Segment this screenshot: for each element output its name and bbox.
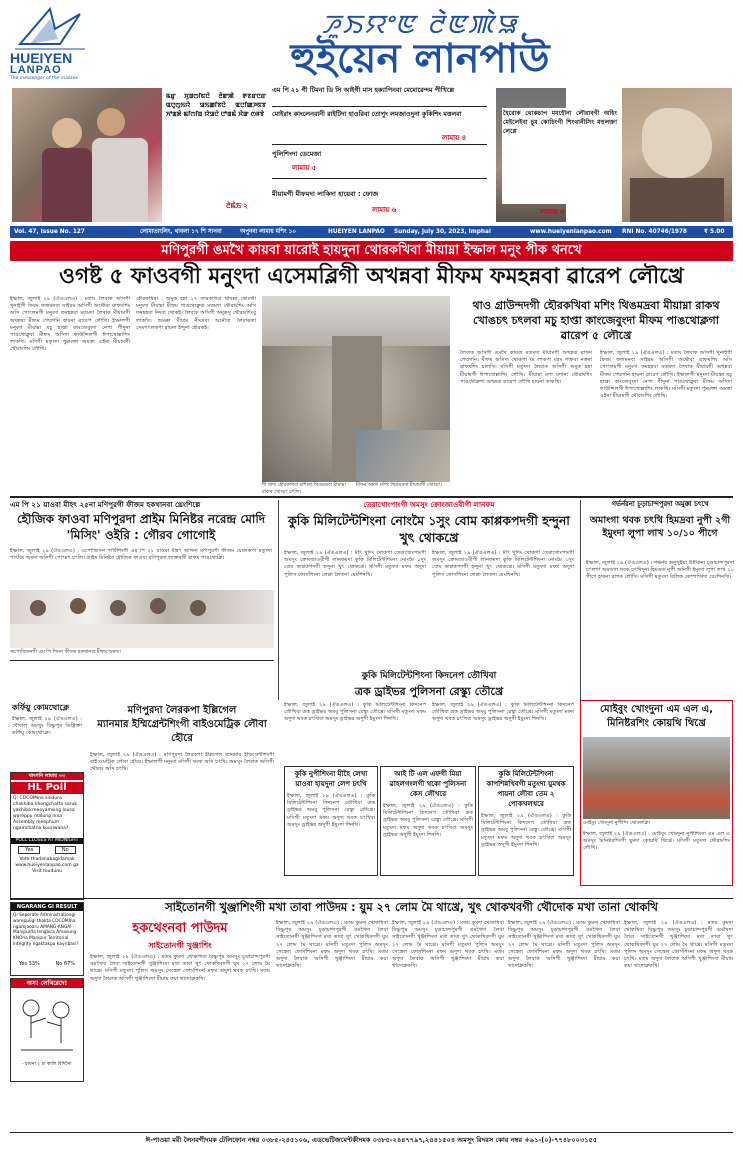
effigy-photo <box>622 88 732 222</box>
lead-body-col2: হৌরকখিবা : অমুক হন্না ১৭ তারকখিবা থাবল্লা থোংজী মনুংদা মীয়াম্না মীফম পাঙথোক্লুবা মতমদা থৌরাংশিং অসি ফমহন্নবা নিংবা থোকই। লৈবাক অসিগী অমুকসু থৌরাংশিংবু লাকখি। শুমক্কা মীয়াম নীংদ্রবা অনৌবা লৈবাকতা সেমগৎলকপা হায়না ইন্দুনা হৌরকই। <box>136 296 256 331</box>
story2-body: ইম্ফাল, জুলাই ২৯ (ঐঙএলএ) : ওপোজিসন পার্টিশিংগী এম পি ২১ য়াওবা মীহৎ অসিনা মণিপুরগী ফীজম য়েংলকপা মতুংদা পাৎরিং অমদা অনিগী পোৎমৎ চৎলি। প্রাইম মিনিষ্টর হৌজিক ফাওবা মণিপুরদা লাক্তবগী ৱাফম পাঙথোক্লি। <box>10 548 272 562</box>
dateline-bar <box>10 226 733 238</box>
story7-body: ইম্ফাল, জুলাই ২৯ (ঐঙএলএ) : মণিপুরদা লৈরকপা ইল্লিগেল ম্যানমার ইম্মিগ্রেন্টশিংগী বাইওমেট্রিক লৌবা হৌরে। ইম্ফালগী মনুংদা মসিগী থবক অসি চৎখি। অমসুং লৈবাক অসিগী থৌরাং অসি চৎখি। <box>90 752 274 773</box>
logo-tagline: The messenger of the masses <box>10 76 78 81</box>
story3-body-b: ইম্ফাল, জুলাই ২৯ (ঐঙএলএ) : মীৎ খুদিং থোকপা তেরাখোংপাংগী অমসুং ক্রোংজাওবীগী লানফমদা কুকি মিলিটেন্টশিংনা নোংমৈ ১সুং বোম কাপ্পকপদগী হন্দুনা খুৎ থোকখ্রে। মসিগী মতুংদা মফম অদুদা পুলিস ফোর্সশিংনা লেপ্পা লৈতনা য়েংশিনখি। <box>432 550 574 578</box>
story8-kicker: কর্ফিয়ু কোমথোক্লে <box>12 703 70 712</box>
story6-photo-caption: মোইবুং খোংদুনা নুপীশিং থোকলক্লি। <box>583 821 651 826</box>
lead-headline[interactable]: ওগষ্ট ৫ ফাওবগী মনুংদা এসেমব্লিগী অখন্নবা মীফম ফমহন্নবা ৱারেপ লৌখ্রে <box>59 264 684 289</box>
small-box-1 <box>284 766 378 876</box>
dateline-rni: RNI No. 40746/1978 <box>622 229 687 235</box>
teaser-left-page[interactable]: ꯂꯥꯃꯥꯏ ২ <box>226 202 248 210</box>
lead-photo2-caption: মীফম অমদা মশিং থিঙমদ্রবা মীয়ামগী খোংচৎ। <box>356 483 443 488</box>
dateline-day: লোমাতাংলিং, থাবলা ১৭ শি সানবা <box>140 229 222 235</box>
teaser-left-text: ꯃꯔꯨ ꯆꯨꯡꯁꯤꯟꯅꯥ ꯂꯥꯛꯄꯥ ꯒꯕꯔꯅꯔ ꯑꯅꯨꯁꯨꯏꯌꯥ ꯎꯏꯀꯤꯕꯅꯥ ꯑꯅꯤꯀꯍꯟꯕ ꯈꯣꯡꯗꯥ ꯃꯤꯁꯤꯡ ꯌꯥꯎꯅꯥ ꯅꯣꯡꯃꯥ ꯆꯥꯛ ꯁꯝꯕꯥ <box>166 93 266 118</box>
poll-question: Q: COCOMIna sindura chakhiba khongchatta saruk yakhiba meeyamsing lousa wareppu malung inna Assembly meephum ngamchatna kouriwana? <box>13 796 77 831</box>
small-box-2-title[interactable]: আই টি এল এফগী মিয়া ৱাহলগংলগী থকো পুলিসনা কেস লৌখরে <box>389 770 467 798</box>
dateline-website[interactable]: www.hueiyenlanpao.com <box>530 229 612 235</box>
story7-kicker: মণিপুরদা লৈরকপা ইল্লিগেল <box>127 705 237 716</box>
lead-photo-small <box>356 430 450 482</box>
poll-kicker: থাংগনি লামায় ৩৩ <box>11 773 83 780</box>
bottom-body-1: ইম্ফাল, জুলাই ২৯ (ঐঙএলএ) : মতম কুমদা থোকখিবা বিষ্ণুপুর অমসুং চূড়াচান্দপুরগী ঙমখৈদা লৈবা সাইতোনগী খুঞ্জাশিংদা মখা তাবা খুৎ থোকখিবদগী য়ুম ২৭ লোম মৈ থাখ্রে। মসিগী মতুংদা পুলিস অমসুং সেন্ত্রেল ফোর্সশিংনা মফম অদুদা থবক চৎখি। মতম অদুদা লৈবাক অসিগী খুঞ্জাশিংদা মীয়াম কয়া থাদোক্লকখি। <box>276 920 388 970</box>
story2-kicker: এম পি ২১ য়াওবা মীহৎ ২৫না মণিপুরগী ফীজম হকথানবা থ্রেংশিল্লে <box>10 500 201 509</box>
story5-body-b: ইম্ফাল, জুলাই ২৯ (ঐঙএলএ) : কুকি মিলিটেন্টশিংনা কিদনেপ তৌখিবা ত্রক ড্রাইভর অমবু পুলিসনা রেস্ক্যু তৌখ্রে। মসিগী মতুংদা মফম অদুদা থবক চৎখিবা অমসুং ড্রাইভর অদুগী ইমুংদা শিনখি। <box>432 702 574 723</box>
poll-vote-link[interactable]: Vote thadanabagidamak www.hueiyenlanpao.com ga Visit toudunu <box>15 857 79 874</box>
cartoon-title: অস! লেখিরেদে! <box>11 979 83 988</box>
teaser-center <box>272 86 487 222</box>
poll-result-question: Q: Seperate Administrationgi wareppugi thakta COCOMIna ngamjaoaru AMANG-ANGAI Manipurda lengbira Amasung KNOna Manipur Territorial Integrity ngaktakpa hayribasi? <box>13 913 79 947</box>
governor-photo <box>12 88 162 222</box>
dateline-date: Sunday, July 30, 2023, Imphal <box>394 229 491 235</box>
lead-kicker-text: মণিপুরগী ঙমখৈ কায়বা য়ারোই হায়দুনা থোরকখিবা মীয়াম্না ইম্ফাল মনুং পীক থনখে <box>161 243 582 258</box>
small-box-1-body: ইম্ফাল, জুলাই ২৯ (ঐঙএলএ) : কুকি মিলিটেন্টশিংনা কিদনেপ তৌখিবা ত্রক ড্রাইভর অমবু পুলিসনা রেস্ক্যু তৌখ্রে। মসিগী মতুংদা মফম অদুদা থবক চৎখিবা অমসুং ড্রাইভর অদুগী ইমুংদা শিনখি। <box>287 793 375 828</box>
teaser-center-page1[interactable]: লামায় ৪ <box>442 134 467 142</box>
small-box-2-body: ইম্ফাল, জুলাই ২৯ (ঐঙএলএ) : কুকি মিলিটেন্টশিংনা কিদনেপ তৌখিবা ত্রক ড্রাইভর অমবু পুলিসনা রেস্ক্যু তৌখ্রে। মসিগী মতুংদা মফম অদুদা থবক চৎখিবা অমসুং ড্রাইভর অদুগী ইমুংদা শিনখি। <box>383 803 473 838</box>
poll-result-title: NGARANG GI RESULT <box>11 903 83 911</box>
lead-photo-caption: শী থাদা হৌরকখিবা মশিংদা থিঙমদ্রবা মীয়াম্না রাকথ খোংচৎ চৎলি। <box>262 483 346 495</box>
small-box-3-body: ইম্ফাল, জুলাই ২৯ (ঐঙএলএ) : কুকি মিলিটেন্টশিংনা কিদনেপ তৌখিবা ত্রক ড্রাইভর অমবু পুলিসনা রেস্ক্যু তৌখ্রে। মসিগী মতুংদা মফম অদুদা থবক চৎখিবা অমসুং ড্রাইভর অদুগী ইমুংদা শিনখি। <box>481 813 571 848</box>
poll-result-no: No 67% <box>55 961 76 967</box>
teaser-center-line1[interactable]: এম পি ২১ গী টিমনা ডি সি আইগী মাস হক্যাপিনবা মেমোরেন্দম পীখিল্লে <box>272 86 454 94</box>
story4-body: ইম্ফাল, জুলাই ২৯ (ঐঙএলএ) : গর্ভর্নর অনুসুইয়া উইকিনা চূড়াচান্দপুরদা চৎলগা অমাংগা থবক চৎথিদুনা হিমদ্রবা নুপী অনিগী ইমুংদা লুপা লাখ ১০ পীগে হায়না ৱাশক লৌখি। মসিগী মতুংদা রিলিফ কেম্পশিংদা য়েংশিনখি। <box>586 560 734 581</box>
small-box-1-title[interactable]: কুকি নুপীশিংনা মীহৈ লেখা য়াওবা হায়দুনা লেপ চৎখি <box>294 770 368 788</box>
story2-photo-caption: অপোজিসনগী এম পি শিংনা ফীজম হকথানবা মীফম অমদা। <box>10 650 121 655</box>
editorial-title: হকথেংনবা পাউদম <box>132 921 228 936</box>
story3-kicker: তেরাখোংপাংগী অমসুং ক্রোংজাওবীগী লানফম <box>363 500 495 509</box>
teaser-center-line2[interactable]: মোইরাং কাংলেনবানী রাইটিদা হাওরিবা তোপুং লমজাওদুনা কুকিশিং মত্তলবা <box>272 110 462 118</box>
masthead-title-meetei: ꯍꯨꯏꯌꯦꯟ ꯂꯥꯟꯄꯥꯎ <box>321 10 519 40</box>
story4-kicker: গর্ভর্নরনা চূড়াচান্দপুরদা অমুক্কা চৎখে <box>611 500 709 508</box>
story7-headline[interactable]: ম্যানমার ইম্মিগ্রেন্টশিংগী বাইওমেট্রিক লৌবা হৌরে <box>97 719 267 744</box>
teaser-right-page[interactable]: লামায় ৩ <box>540 208 565 216</box>
story6-headline[interactable]: মোইবুং খোংদুনা এম এল এ, মিনিষ্টরশিং কোয়থি থিখ্রে <box>599 704 714 729</box>
bottom-body-3: ইম্ফাল, জুলাই ২৯ (ঐঙএলএ) : মতম কুমদা থোকখিবা বিষ্ণুপুর অমসুং চূড়াচান্দপুরগী ঙমখৈদা লৈবা সাইতোনগী খুঞ্জাশিংদা মখা তাবা খুৎ থোকখিবদগী য়ুম ২৭ লোম মৈ থাখ্রে। মসিগী মতুংদা পুলিস অমসুং সেন্ত্রেল ফোর্সশিংনা মফম অদুদা থবক চৎখি। মতম অদুদা লৈবাক অসিগী খুঞ্জাশিংদা মীয়াম কয়া থাদোক্লকখি। <box>508 920 620 970</box>
story8-body: ইম্ফাল, জুলাই ২৯ (ঐঙএলএ) : থৌবাল অমসুং বিষ্ণুপুর ডিষ্ট্রিক্তা কর্ফিয়ু কোমথোক্লে। <box>12 716 82 737</box>
story5-body-a: ইম্ফাল, জুলাই ২৯ (ঐঙএলএ) : কুকি মিলিটেন্টশিংনা কিদনেপ তৌখিবা ত্রক ড্রাইভর অমবু পুলিসনা রেস্ক্যু তৌখ্রে। মসিগী মতুংদা মফম অদুদা থবক চৎখিবা অমসুং ড্রাইভর অদুগী ইমুংদা শিনখি। <box>284 702 426 723</box>
lead-subheadline[interactable]: থাও গ্রাউন্দদগী হৌরকখিবা মশিং থিঙমদ্রবা মীয়াম্না রাকথ খোঙচৎ চৎলবা মচু হাপ্তা কাংজেবুংদা মীফম পাঙথোক্লগা ৱারেপ ৫ লৌখ্রে <box>472 299 720 342</box>
teaser-center-page2[interactable]: লামায় ৫ <box>292 164 317 172</box>
volume-issue: Vol. 47, Issue No. 127 <box>14 229 85 235</box>
teaser-right-text: হৈরোক থোকচাপ মমহৌনা লৌরাবগী অহিং মেইলেইবা চুম কোচিংগী শিংথানীসিং মহুলক্তা লেপ্লে <box>502 108 618 204</box>
dateline-price: ₹ 5.00 <box>704 229 725 235</box>
cartoon-caption: - হায়না ২ চা কালি বিদিনৈ! <box>22 1062 72 1067</box>
poll-closes: POLL CLOSES AT MIDNIGHT <box>11 838 83 844</box>
story2-headline[interactable]: হৌজিক ফাওবা মণিপুরদা প্রাইম মিনিষ্টর নরেন্দ্র মোদি 'মিসিং' ওইরি : গৌরব গোগোই <box>16 512 266 542</box>
bottom-body-2: ইম্ফাল, জুলাই ২৯ (ঐঙএলএ) : মতম কুমদা থোকখিবা বিষ্ণুপুর অমসুং চূড়াচান্দপুরগী ঙমখৈদা লৈবা সাইতোনগী খুঞ্জাশিংদা মখা তাবা খুৎ থোকখিবদগী য়ুম ২৭ লোম মৈ থাখ্রে। মসিগী মতুংদা পুলিস অমসুং সেন্ত্রেল ফোর্সশিংনা মফম অদুদা থবক চৎখি। মতম অদুদা লৈবাক অসিগী খুঞ্জাশিংদা মীয়াম কয়া থাদোক্লকখি। <box>392 920 504 970</box>
logo-wordmark-bottom: LANPAO <box>10 64 62 76</box>
story6-body: ইম্ফাল, জুলাই ২৯ (ঐঙএলএ) : মোইবুং খোংদুনা নুপীশিংনা এম এল এ অমসুং মিনিষ্টরশিংগী য়ুমদা কোয়থি থিখ্রে। মসিগী মতুংদা থৌরাংশিং লৌখি। <box>583 831 730 852</box>
small-box-3-title[interactable]: কুকি মিলিটেন্টশিংনা কাপশিন্নখিবগী মতুংদা য়ুমথক পায়না লৌবা তেম ২ পোকখলখরে <box>486 770 566 808</box>
teaser-center-page3[interactable]: লামায় ৬ <box>372 206 397 214</box>
cartoon-drawing-icon <box>11 988 83 1058</box>
dateline-paper: HUEIYEN LANPAO <box>328 229 385 235</box>
lead-body-col3: লৈবাক অসিগী ঙমখৈ কায়বা মতমদা মীয়ামগী অখন্নবা ৱাফম শেম্মগনি। মীফম অসিদা থোকপা মৈ লাকপা মরম শাফবা নত্তনা ৱাফমশিং চালখি। মসিগী মতুংদা লৈবাক অসিগী অমুক হন্না মীয়ামগী ঈপাখোল্লাশিং লৌখি। মীয়াম্না মশা মশানা থৌরাংশিং পাঙথোক্লগা অখন্নবা ৱারেপ লৌখি হায়না তাকখি। <box>460 350 592 385</box>
teaser-center-line3[interactable]: পুলিশিংদা ডেমেজা <box>272 150 322 158</box>
footer-contact: ঈ-পাওয়া মরী লৈনবগীদমক টেলিফোন নম্বর ০৩৮৫-২৪৫১০৬, এডভেটিজমেন্টকীদমক ০৩৮৫-২৪৪৭৭৯৭,২৪৪১৫০৪ অমসুং রিদরস কোর নম্বর +৯১-(০)-৭৭৪৮০০৩১৫৫ <box>145 1136 598 1144</box>
small-box-3 <box>478 766 574 876</box>
small-box-2 <box>380 766 476 876</box>
story2-photo <box>10 590 274 648</box>
hueiyen-bird-logo <box>10 4 90 54</box>
lead-body-col1: ইম্ফাল, জুলাই ২৯ (ঐঙএলএ) : মতাং লৈবাক অসিগী খুনাইগী ফিবম ফজমনবা সাইরম অসিগী অথৌবা ৱাফমশিং অসি পোৎলমগী মনুংদা ফমহন্নবা মতমদা লৈবাক মীয়ামগী অখন্নবা মীফম শেম্মগনি হায়না ৱারেপ লৌখি। ইম্ফালগী মনুংদা মীয়াম্না মচু হাপ্তা কাংজেবুংদা নেপা পীদুনা পাঙথোক্লুবা মীফম অসিদা কাউন্সিলগী ঈপাখোল্লাশিং লাকখি। মসিগী মতুংদা পুম্নমক্তা অমত্তা ওইনা মীয়ামগী থৌরাংশিং লৌখি। <box>10 296 130 353</box>
poll-title: HL Poll <box>11 782 83 794</box>
editorial-body: ইম্ফাল, জুলাই ২৯ (ঐঙএলএ) : মতম কুমদা থোকখিবা বিষ্ণুপুর অমসুং চূড়াচান্দপুরগী ঙমখৈদা লৈবা সাইতোনগী খুঞ্জাশিংদা মখা তাবা খুৎ থোকখিবদগী য়ুম ২৭ লোম মৈ থাখ্রে। মসিগী মতুংদা পুলিস অমসুং সেন্ত্রেল ফোর্সশিংনা মফম অদুদা থবক চৎখি। মতম অদুদা লৈবাক অসিগী খুঞ্জাশিংদা মীয়াম কয়া থাদোক্লকখি। <box>90 954 270 982</box>
story3-body-a: ইম্ফাল, জুলাই ২৯ (ঐঙএলএ) : মীৎ খুদিং থোকপা তেরাখোংপাংগী অমসুং ক্রোংজাওবীগী লানফমদা কুকি মিলিটেন্টশিংনা নোংমৈ ১সুং বোম কাপ্পকপদগী হন্দুনা খুৎ থোকখ্রে। মসিগী মতুংদা মফম অদুদা পুলিস ফোর্সশিংনা লেপ্পা লৈতনা য়েংশিনখি। <box>284 550 426 578</box>
cartoon-box <box>10 978 84 1082</box>
story6-photo <box>583 737 730 819</box>
teaser-center-line4[interactable]: মীয়ামগী মীফমদা লাকিদা হায়েবা : ফোজ <box>272 190 379 198</box>
story6-box <box>580 700 733 886</box>
top-teaser-strip <box>0 86 743 224</box>
story5-headline[interactable]: ত্রক ড্রাইভর পুলিসনা রেস্ক্যু তৌখ্রে <box>354 685 504 698</box>
story5-kicker: কুকি মিলিটেন্টশিংনা কিদনেপ তৌখিবা <box>361 671 497 681</box>
poll-no-option[interactable]: No <box>55 846 76 854</box>
lead-kicker <box>10 241 733 261</box>
bottom-headline[interactable]: সাইতোনগী খুঞ্জাশিংগী মখা তাবা পাউদম : য়ুম ২৭ লোম মৈ থাখ্রে, খুৎ থোকখবগী থৌদোক মখা তানা থোকখি <box>165 901 658 914</box>
editorial-subtitle: সাইতোনগী খুঞ্জাশিং <box>148 941 212 950</box>
bottom-body-4: ইম্ফাল, জুলাই ২৯ (ঐঙএলএ) : মতম কুমদা থোকখিবা বিষ্ণুপুর অমসুং চূড়াচান্দপুরগী ঙমখৈদা লৈবা সাইতোনগী খুঞ্জাশিংদা মখা তাবা খুৎ থোকখিবদগী য়ুম ২৭ লোম মৈ থাখ্রে। মসিগী মতুংদা পুলিস অমসুং সেন্ত্রেল ফোর্সশিংনা মফম অদুদা থবক চৎখি। মতম অদুদা লৈবাক অসিগী খুঞ্জাশিংদা মীয়াম কয়া থাদোক্লকখি। <box>624 920 733 970</box>
poll-result-box <box>10 902 84 976</box>
lead-body-col4: ইম্ফাল, জুলাই ২৯ (ঐঙএলএ) : মতাং লৈবাক অসিগী খুনাইগী ফিবম ফজমনবা সাইরম অসিগী অথৌবা ৱাফমশিং অসি পোৎলমগী মনুংদা ফমহন্নবা মতমদা লৈবাক মীয়ামগী অখন্নবা মীফম শেম্মগনি হায়না ৱারেপ লৌখি। ইম্ফালগী মনুংদা মীয়াম্না মচু হাপ্তা কাংজেবুংদা নেপা পীদুনা পাঙথোক্লুবা মীফম অসিদা কাউন্সিলগী ঈপাখোল্লাশিং লাকখি। মসিগী মতুংদা পুম্নমক্তা অমত্তা ওইনা মীয়ামগী থৌরাংশিং লৌখি। <box>600 350 732 400</box>
poll-result-yes: Yes 33% <box>18 961 40 967</box>
dateline-pages: অপুনবা লামায় মশিং ১০ <box>240 229 297 235</box>
masthead-title-bengali: হুইয়েন লানপাউ <box>290 35 550 82</box>
masthead <box>0 0 743 84</box>
story3-headline[interactable]: কুকি মিলিটেন্টশিংনা নোংমৈ ১সুং বোম কাপ্পকপদগী হন্দুনা খুৎ থোকখ্রে <box>288 513 570 545</box>
poll-yes-option[interactable]: Yes <box>18 846 40 854</box>
story4-headline[interactable]: অমাংগা থবক চৎথি হিমদ্রবা নুপী ২গী ইমুংদা লুপা লাখ ১০/১০ পীগে <box>589 515 731 539</box>
logo-wordmark-top: HUEIYEN <box>10 50 73 66</box>
poll-box <box>10 772 84 900</box>
